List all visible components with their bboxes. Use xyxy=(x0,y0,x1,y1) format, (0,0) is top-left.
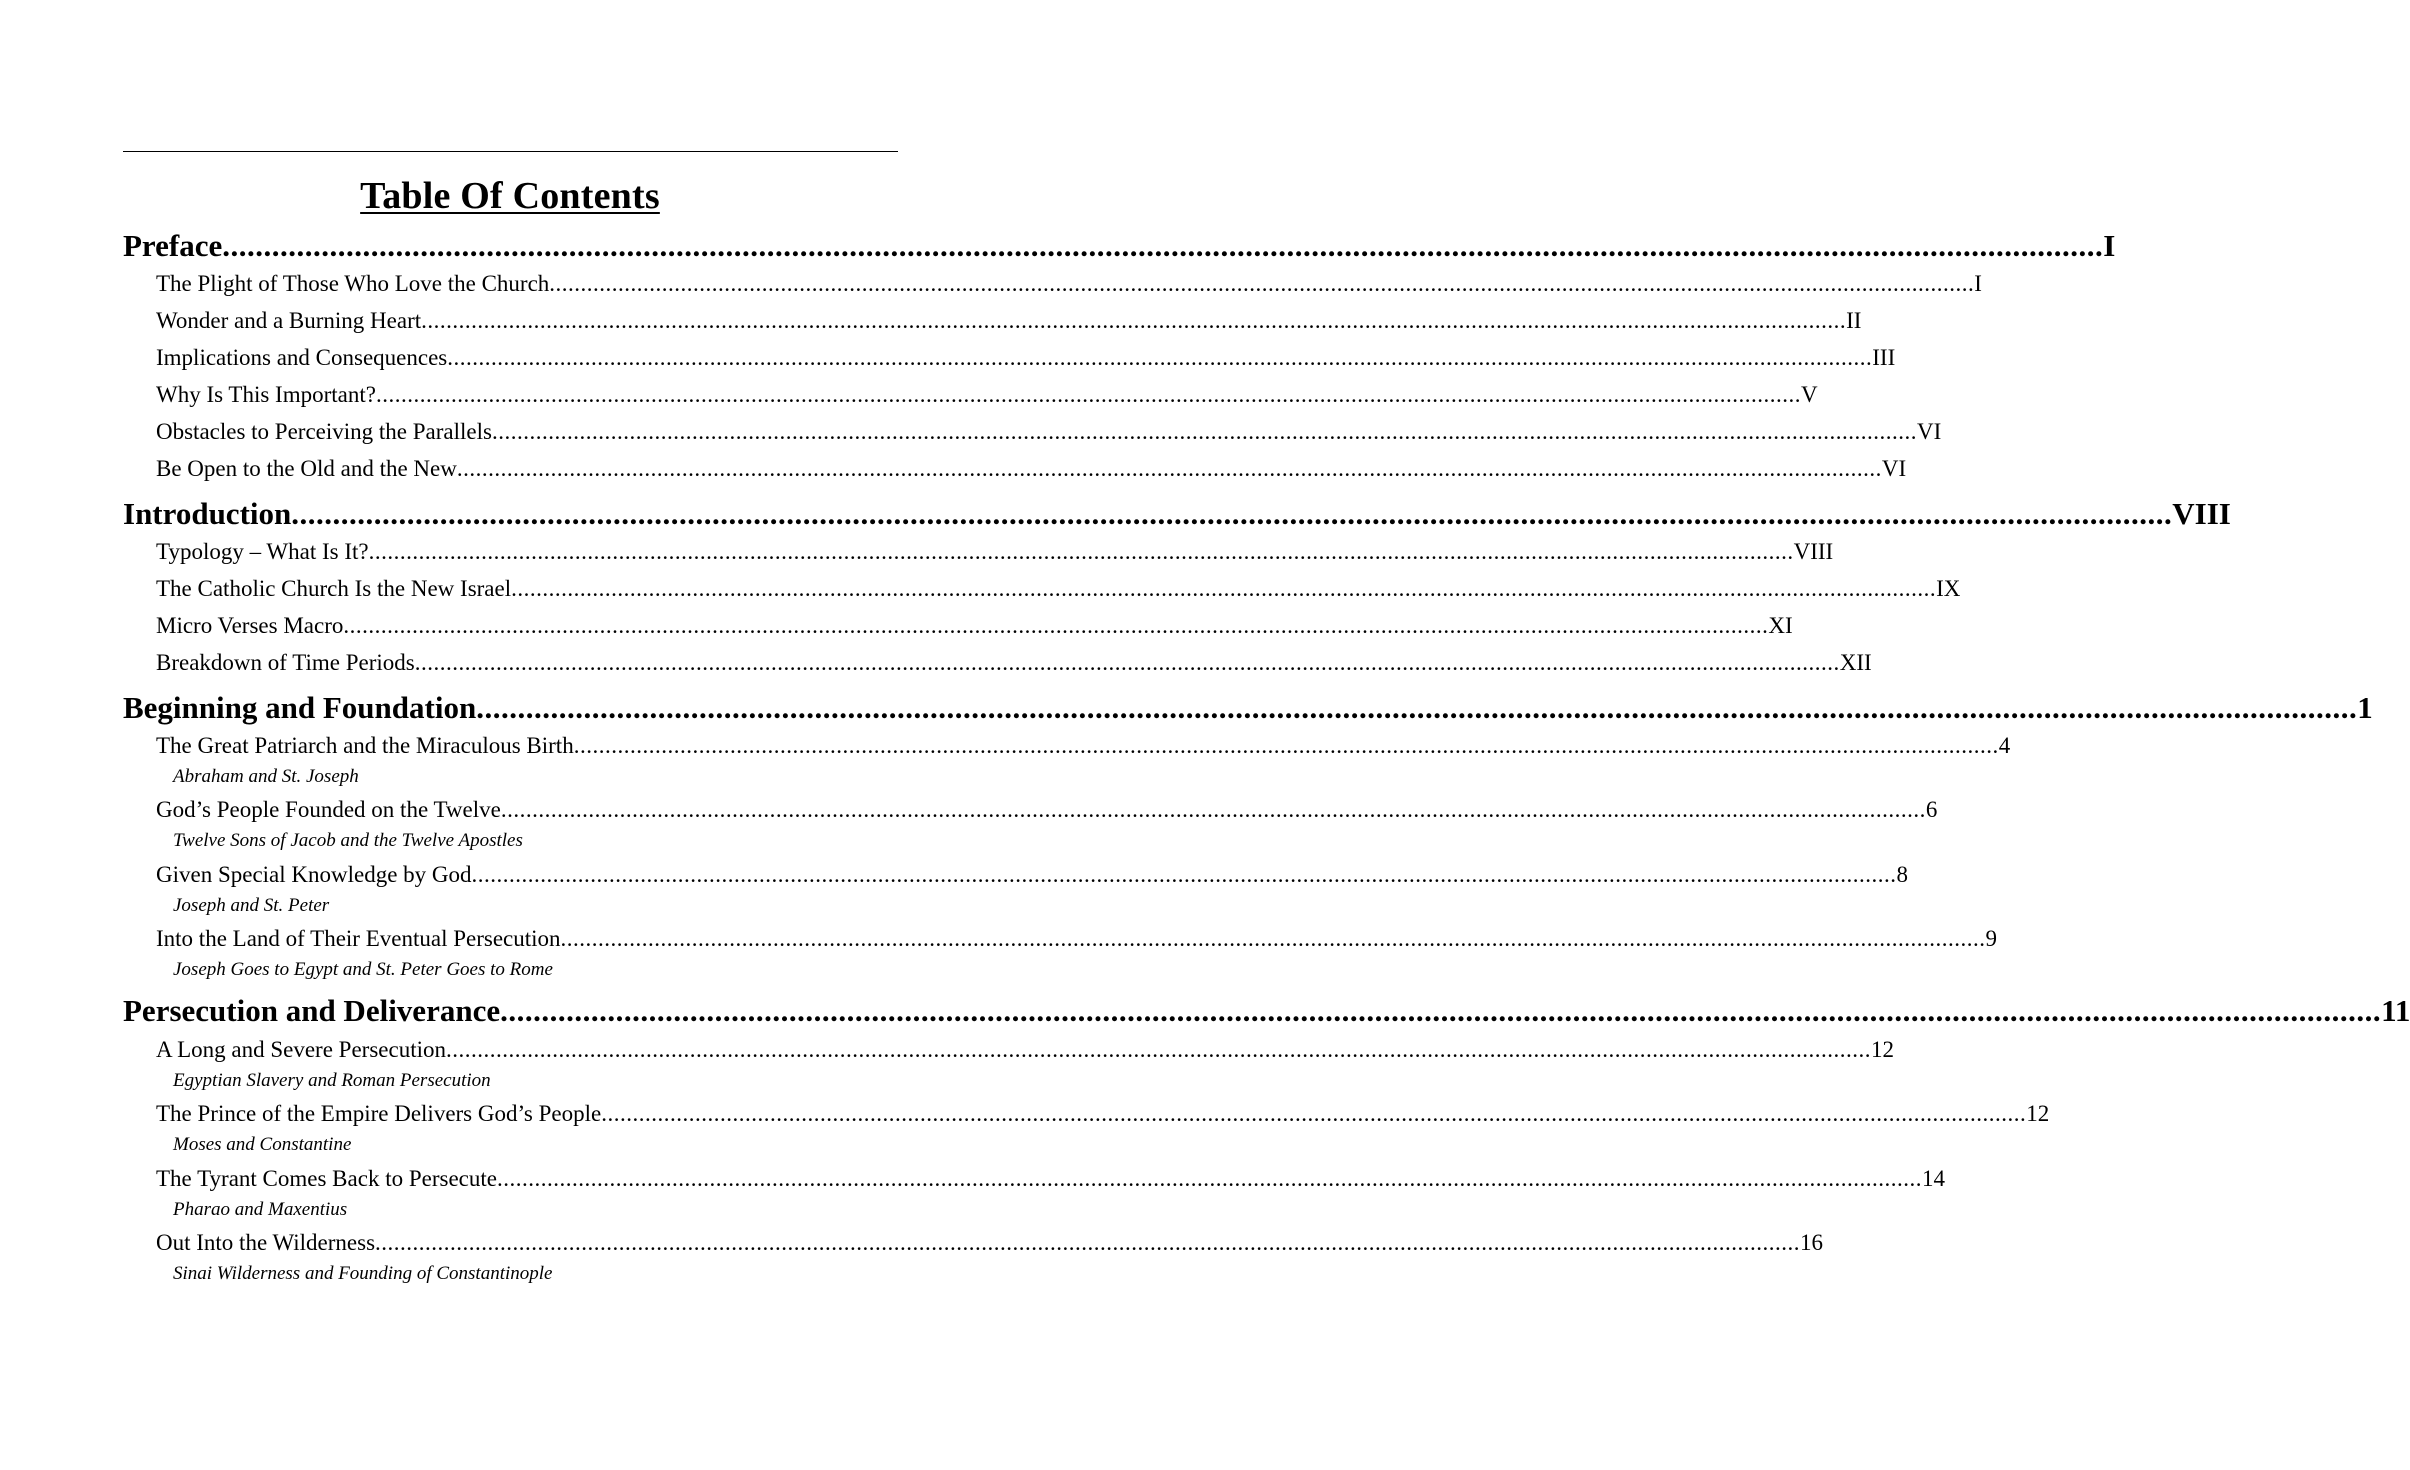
toc-section[interactable] xyxy=(123,496,2231,538)
toc-entry-page: 12 xyxy=(2026,1101,2050,1126)
toc-entry-title: Out Into the Wilderness xyxy=(156,1230,376,1255)
toc-entry-title: The Great Patriarch and the Miraculous Birth xyxy=(156,733,574,758)
toc-entry-page: 16 xyxy=(1800,1230,1824,1255)
toc-entry-title: Micro Verses Macro xyxy=(156,613,344,638)
toc-entry-leader: .................................................................................................................................................................................................................................... xyxy=(573,733,1999,758)
toc-section[interactable] xyxy=(123,993,2410,1035)
toc-entry-title: The Plight of Those Who Love the Church xyxy=(156,271,550,296)
toc-section-leader: .................................................................................................................................................................................................................................... xyxy=(500,993,2382,1028)
toc-entry-title: Be Open to the Old and the New xyxy=(156,456,457,481)
toc-entry-leader: .................................................................................................................................................................................................................................... xyxy=(549,271,1975,296)
toc-entry-subtitle: Egyptian Slavery and Roman Persecution xyxy=(173,1070,491,1091)
toc-entry-leader: .................................................................................................................................................................................................................................... xyxy=(375,1230,1801,1255)
toc-entry[interactable] xyxy=(156,862,1909,894)
toc-entry-leader: .................................................................................................................................................................................................................................... xyxy=(456,456,1882,481)
toc-entry-subtitle: Joseph and St. Peter xyxy=(173,895,330,916)
toc-entry-page: IX xyxy=(1936,576,1961,601)
toc-section[interactable] xyxy=(123,228,2116,270)
toc-section-leader: .................................................................................................................................................................................................................................... xyxy=(476,690,2358,725)
toc-entry-leader: .................................................................................................................................................................................................................................... xyxy=(560,926,1986,951)
toc-entry-page: III xyxy=(1872,345,1896,370)
toc-entry[interactable] xyxy=(156,271,1982,303)
toc-entry-page: 9 xyxy=(1985,926,1998,951)
toc-entry-leader: .................................................................................................................................................................................................................................... xyxy=(601,1101,2027,1126)
toc-section[interactable] xyxy=(123,690,2373,732)
toc-entry-subtitle: Pharao and Maxentius xyxy=(173,1199,348,1220)
toc-entry-leader: .................................................................................................................................................................................................................................... xyxy=(421,308,1847,333)
toc-entry-title: Implications and Consequences xyxy=(156,345,448,370)
toc-entry[interactable] xyxy=(156,419,1942,451)
toc-entry-subtitle: Twelve Sons of Jacob and the Twelve Apostles xyxy=(173,830,523,851)
toc-entry-page: 8 xyxy=(1896,862,1909,887)
toc-entry-page: 6 xyxy=(1925,797,1938,822)
toc-entry-leader: .................................................................................................................................................................................................................................... xyxy=(491,419,1917,444)
toc-entry[interactable] xyxy=(156,539,1834,571)
toc-entry-leader: .................................................................................................................................................................................................................................... xyxy=(368,539,1794,564)
toc-entry-leader: .................................................................................................................................................................................................................................... xyxy=(414,650,1840,675)
toc-entry-page: XII xyxy=(1839,650,1872,675)
toc-entry-page: II xyxy=(1846,308,1862,333)
toc-section-leader: .................................................................................................................................................................................................................................... xyxy=(222,228,2104,263)
toc-section-leader: .................................................................................................................................................................................................................................... xyxy=(291,496,2173,531)
toc-section-title: Preface xyxy=(123,228,223,263)
page-title: Table Of Contents xyxy=(360,175,660,217)
toc-entry-title: Given Special Knowledge by God xyxy=(156,862,472,887)
toc-entry[interactable] xyxy=(156,382,1818,414)
toc-entry[interactable] xyxy=(156,926,1998,958)
toc-section-title: Persecution and Deliverance xyxy=(123,993,501,1028)
toc-entry-title: A Long and Severe Persecution xyxy=(156,1037,446,1062)
toc-entry-leader: .................................................................................................................................................................................................................................... xyxy=(496,1166,1922,1191)
toc-section-page: I xyxy=(2103,228,2116,263)
toc-entry-subtitle: Sinai Wilderness and Founding of Constantinople xyxy=(173,1263,553,1284)
toc-section-title: Introduction xyxy=(123,496,292,531)
toc-entry-page: V xyxy=(1800,382,1818,407)
toc-entry-title: Obstacles to Perceiving the Parallels xyxy=(156,419,492,444)
toc-entry-title: The Tyrant Comes Back to Persecute xyxy=(156,1166,497,1191)
toc-entry[interactable] xyxy=(156,1230,1824,1262)
toc-entry-page: VIII xyxy=(1793,539,1834,564)
toc-entry-leader: .................................................................................................................................................................................................................................... xyxy=(500,797,1926,822)
toc-entry[interactable] xyxy=(156,613,1793,645)
toc-entry-title: Wonder and a Burning Heart xyxy=(156,308,422,333)
toc-entry[interactable] xyxy=(156,733,2011,765)
toc-entry-page: 14 xyxy=(1921,1166,1945,1191)
toc-entry-leader: .................................................................................................................................................................................................................................... xyxy=(343,613,1769,638)
toc-entry-page: XI xyxy=(1768,613,1793,638)
toc-entry-title: The Catholic Church Is the New Israel xyxy=(156,576,512,601)
toc-section-page: VIII xyxy=(2172,496,2231,531)
toc-entry-leader: .................................................................................................................................................................................................................................... xyxy=(447,345,1873,370)
toc-entry[interactable] xyxy=(156,797,1938,829)
toc-entry[interactable] xyxy=(156,650,1872,682)
toc-entry-leader: .................................................................................................................................................................................................................................... xyxy=(471,862,1897,887)
toc-entry[interactable] xyxy=(156,576,1961,608)
toc-entry-title: God’s People Founded on the Twelve xyxy=(156,797,501,822)
toc-entry[interactable] xyxy=(156,456,1907,488)
toc-entry-page: VI xyxy=(1881,456,1907,481)
toc-section-title: Beginning and Foundation xyxy=(123,690,477,725)
toc-entry[interactable] xyxy=(156,308,1862,340)
toc-entry-page: 4 xyxy=(1998,733,2011,758)
toc-entry-leader: .................................................................................................................................................................................................................................... xyxy=(445,1037,1871,1062)
toc-entry-title: Why Is This Important? xyxy=(156,382,376,407)
toc-entry-title: Into the Land of Their Eventual Persecution xyxy=(156,926,561,951)
toc-entry-subtitle: Moses and Constantine xyxy=(173,1134,352,1155)
toc-entry-page: 12 xyxy=(1870,1037,1894,1062)
toc-section-page: 11 xyxy=(2381,993,2410,1028)
toc-entry-page: I xyxy=(1974,271,1982,296)
toc-entry-title: Typology – What Is It? xyxy=(156,539,369,564)
toc-entry-leader: .................................................................................................................................................................................................................................... xyxy=(375,382,1801,407)
toc-entry-page: VI xyxy=(1916,419,1942,444)
toc-entry-leader: .................................................................................................................................................................................................................................... xyxy=(511,576,1937,601)
toc-entry[interactable] xyxy=(156,345,1896,377)
toc-section-page: 1 xyxy=(2357,690,2373,725)
toc-entry-title: Breakdown of Time Periods xyxy=(156,650,415,675)
toc-entry-title: The Prince of the Empire Delivers God’s People xyxy=(156,1101,602,1126)
toc-entry-subtitle: Joseph Goes to Egypt and St. Peter Goes to Rome xyxy=(173,959,553,980)
toc-entry-subtitle: Abraham and St. Joseph xyxy=(173,766,359,787)
toc-entry[interactable] xyxy=(156,1166,1945,1198)
toc-entry[interactable] xyxy=(156,1037,1894,1069)
toc-entry[interactable] xyxy=(156,1101,2050,1133)
